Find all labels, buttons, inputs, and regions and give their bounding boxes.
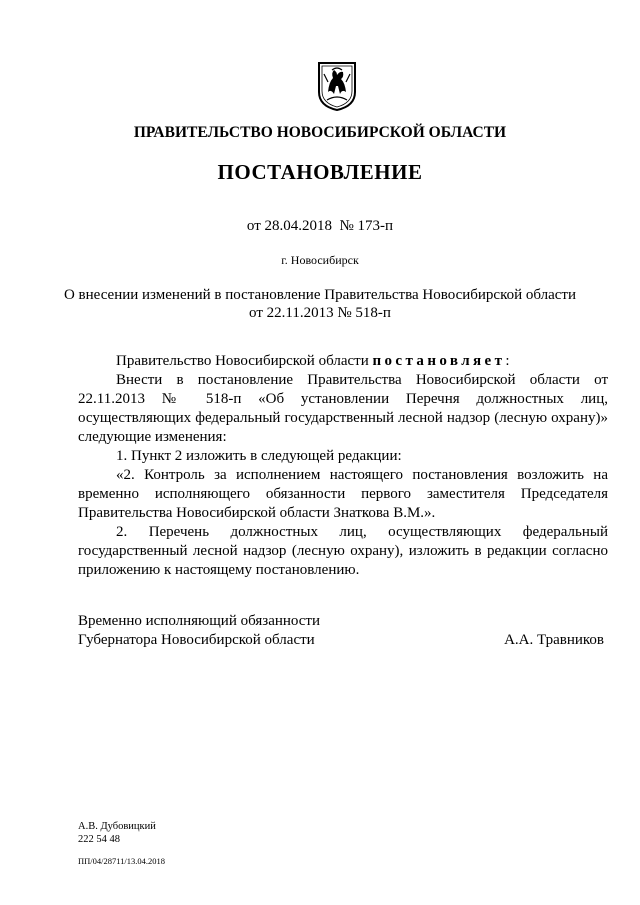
signatory-title-line-2: Губернатора Новосибирской области bbox=[78, 632, 315, 648]
document-body bbox=[78, 352, 608, 580]
document-city: г. Новосибирск bbox=[281, 253, 359, 267]
intro-suffix: : bbox=[505, 353, 510, 369]
paragraph-item-1: 1. Пункт 2 изложить в следующей редакции: bbox=[116, 448, 402, 464]
document-type: ПОСТАНОВЛЕНИЕ bbox=[217, 160, 423, 184]
document-subject bbox=[0, 286, 640, 322]
document-date-number: от 28.04.2018 № 173-п bbox=[246, 218, 394, 234]
subject-line-1: О внесении изменений в постановление Правительства Новосибирской области bbox=[63, 287, 577, 303]
signatory-title-line-1: Временно исполняющий обязанности bbox=[78, 613, 321, 629]
paragraph-item-1-text: «2. Контроль за исполнением настоящего постановления возложить на временно исполняющего обязанности первого заместителя Председателя Правительства Новосибирской области Знаткова В.М.». bbox=[78, 467, 608, 521]
paragraph-item-2: 2. Перечень должностных лиц, осуществляющих федеральный государственный лесной надзор (лесную охрану), изложить в редакции согласно приложению к настоящему постановлению. bbox=[78, 524, 608, 578]
subject-line-2: от 22.11.2013 № 518-п bbox=[249, 305, 391, 321]
signatory-name: А.А. Травников bbox=[504, 632, 604, 648]
paragraph-amendment: Внести в постановление Правительства Новосибирской области от 22.11.2013 № 518-п «Об установлении Перечня должностных лиц, осуществляющих федеральный государственный лесной надзор (лесную охрану)» следующие изменения: bbox=[78, 372, 608, 445]
coat-of-arms-icon bbox=[316, 60, 358, 112]
government-name: ПРАВИТЕЛЬСТВО НОВОСИБИРСКОЙ ОБЛАСТИ bbox=[133, 124, 507, 141]
resolution-intro bbox=[78, 352, 608, 371]
document-code: ПП/04/28711/13.04.2018 bbox=[78, 856, 166, 866]
executor-phone: 222 54 48 bbox=[78, 834, 120, 845]
signature-block bbox=[78, 612, 608, 650]
intro-keyword: постановляет bbox=[372, 353, 506, 369]
intro-prefix: Правительство Новосибирской области bbox=[116, 353, 369, 369]
executor-name: А.В. Дубовицкий bbox=[78, 821, 156, 832]
